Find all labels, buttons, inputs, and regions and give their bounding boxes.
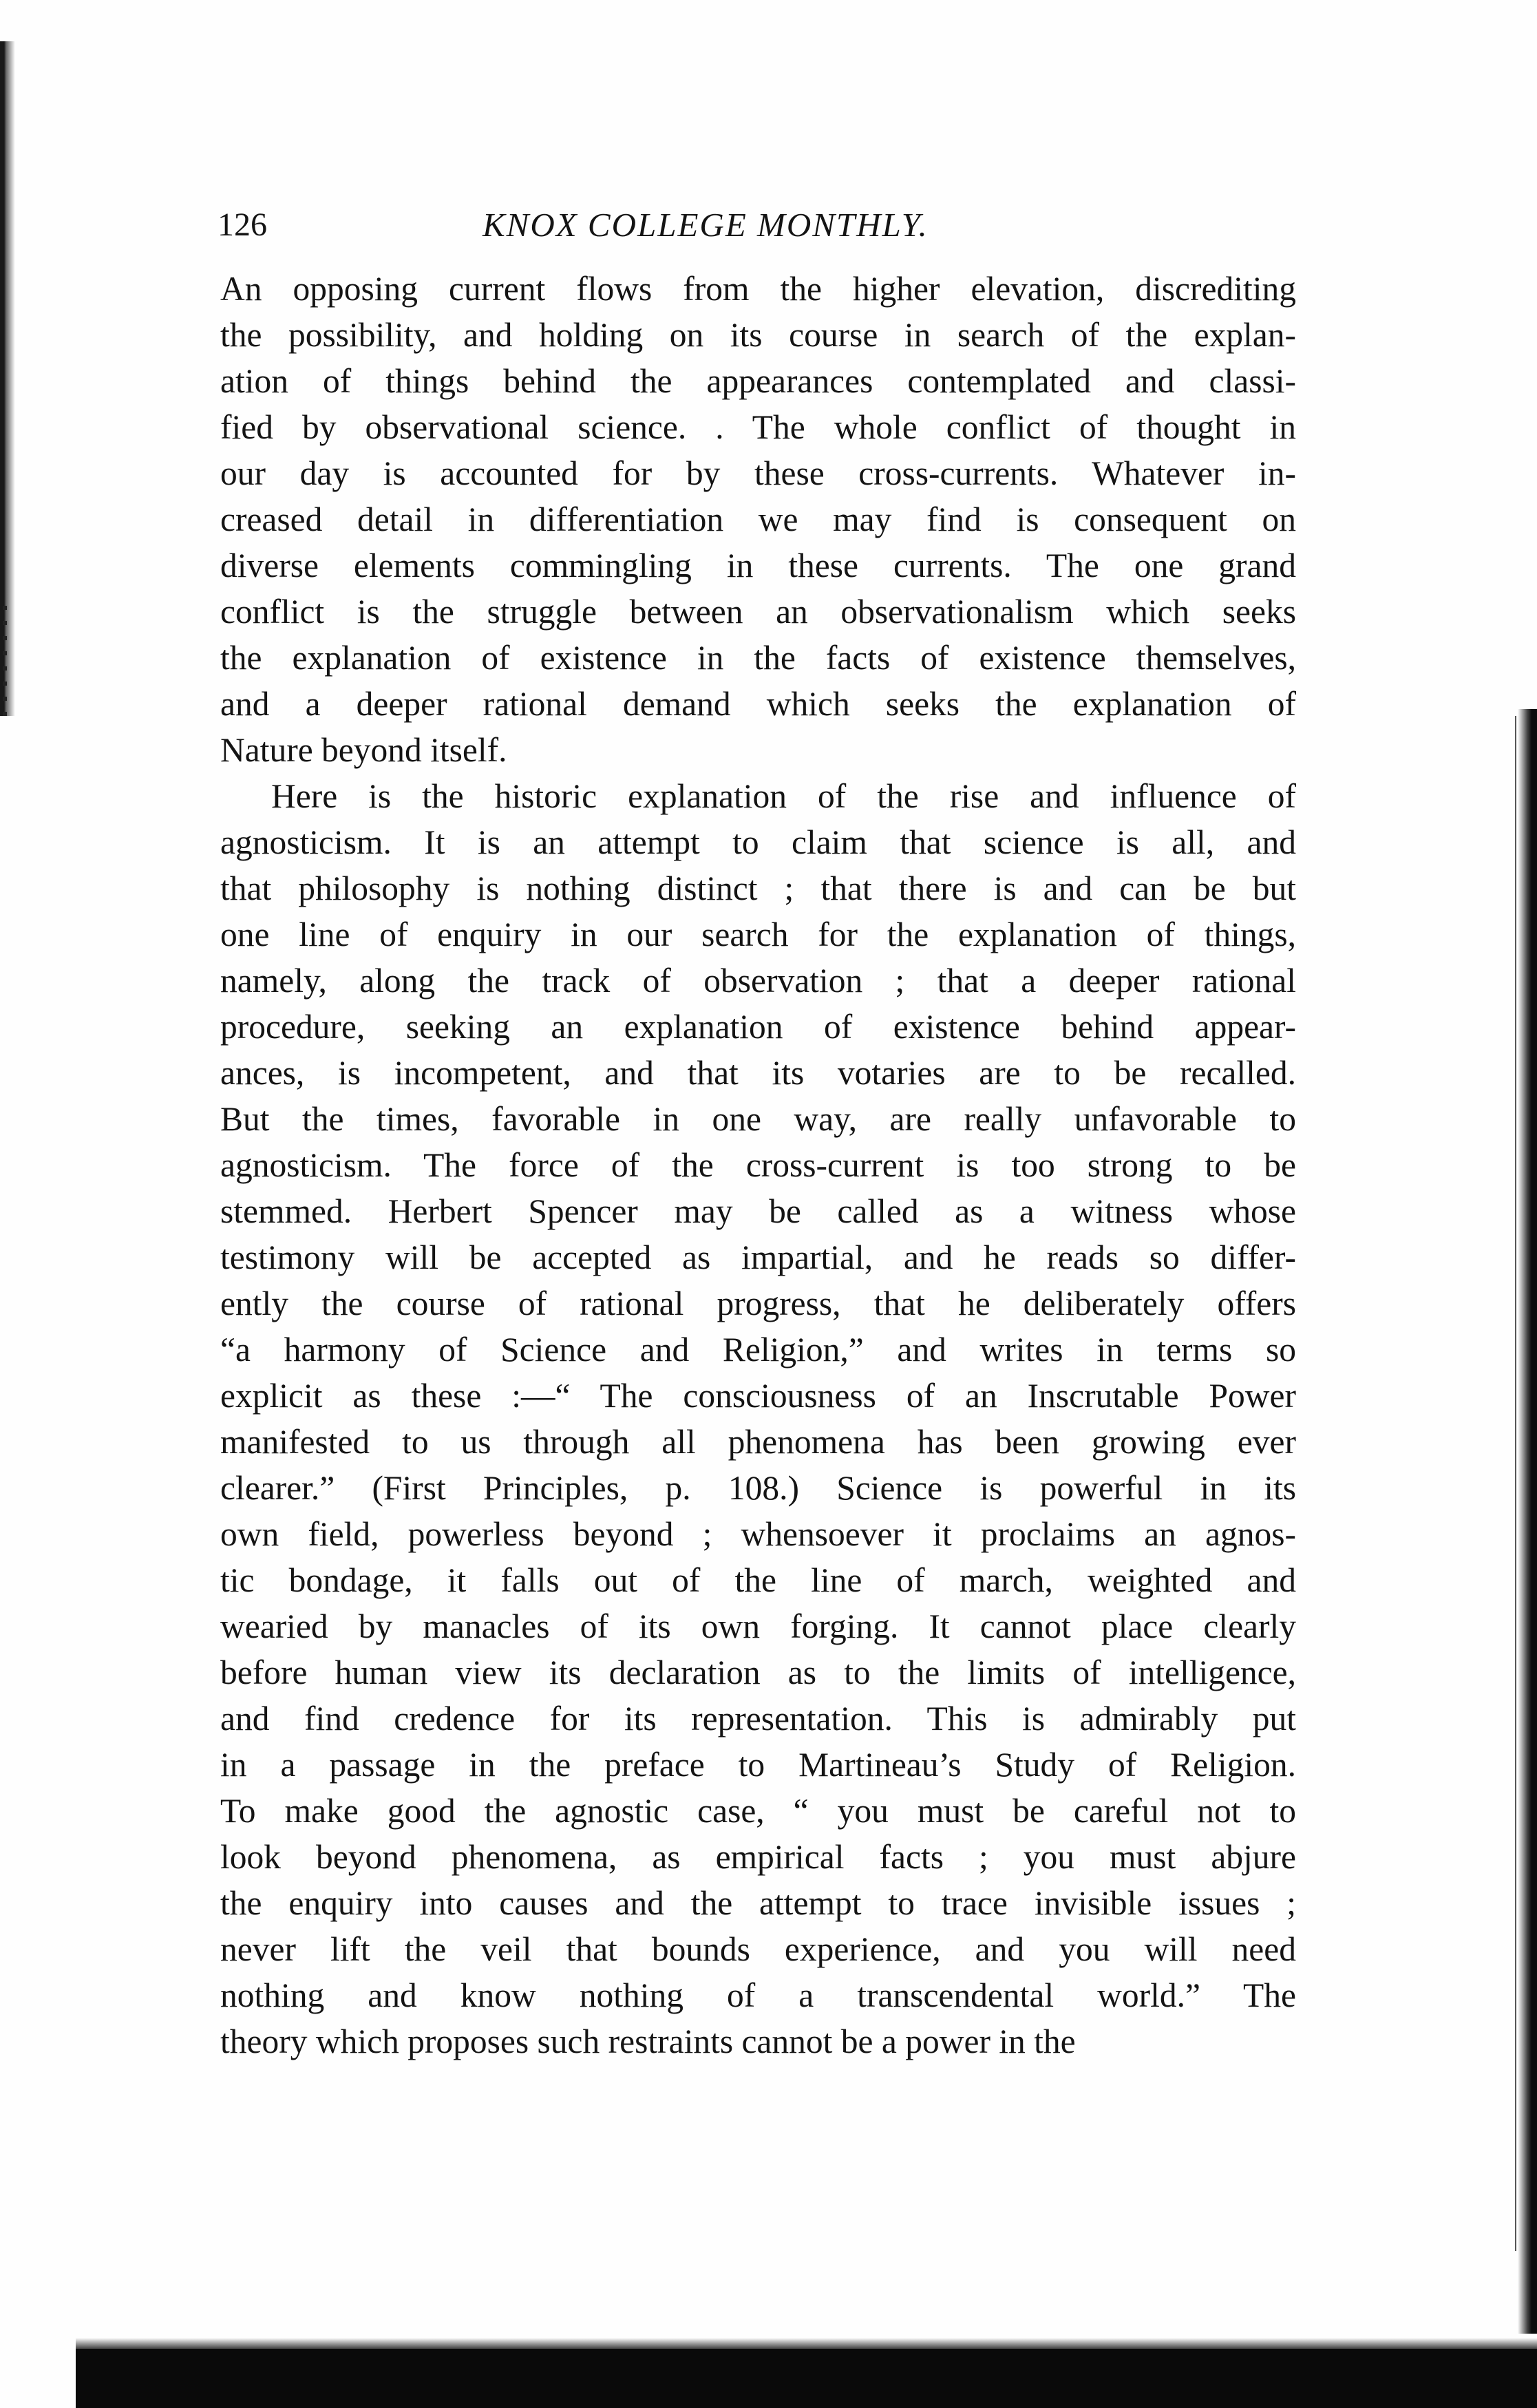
text-line: wearied by manacles of its own forging. It cannot place clearly xyxy=(220,1607,1296,1645)
text-line: ently the course of rational progress, that he deliberately offers xyxy=(220,1285,1296,1322)
text-line: clearer.” (First Principles, p. 108.) Science is powerful in its xyxy=(220,1469,1296,1507)
text-line: explicit as these :—“ The consciousness of an Inscrutable Power xyxy=(220,1377,1296,1415)
text-line: and find credence for its representation. This is admirably put xyxy=(220,1700,1296,1738)
text-line: testimony will be accepted as impartial, and he reads so differ- xyxy=(220,1238,1296,1276)
scan-edge-line-right xyxy=(1515,716,1516,2251)
text-line: “a harmony of Science and Religion,” and writes in terms so xyxy=(220,1331,1296,1369)
text-line: ances, is incompetent, and that its votaries are to be recalled. xyxy=(220,1054,1296,1092)
text-line: An opposing current flows from the higher elevation, discrediting xyxy=(220,270,1296,308)
text-line: conflict is the struggle between an observationalism which seeks xyxy=(220,593,1296,631)
text-line: ation of things behind the appearances contemplated and classi- xyxy=(220,362,1296,400)
text-line: look beyond phenomena, as empirical facts ; you must abjure xyxy=(220,1838,1296,1876)
text-line: But the times, favorable in one way, are really unfavorable to xyxy=(220,1100,1296,1138)
text-line: fied by observational science. . The whole conflict of thought in xyxy=(220,408,1296,446)
text-line: tic bondage, it falls out of the line of march, weighted and xyxy=(220,1561,1296,1599)
text-line: stemmed. Herbert Spencer may be called as a witness whose xyxy=(220,1192,1296,1230)
text-line: nothing and know nothing of a transcendental world.” The xyxy=(220,1976,1296,2014)
text-line: creased detail in differentiation we may find is consequent on xyxy=(220,500,1296,538)
text-line: agnosticism. The force of the cross-current is too strong to be xyxy=(220,1146,1296,1184)
running-head xyxy=(218,201,1295,249)
text-line: the explanation of existence in the facts of existence themselves, xyxy=(220,639,1296,677)
text-line: own field, powerless beyond ; whensoever it proclaims an agnos- xyxy=(220,1515,1296,1553)
text-line: procedure, seeking an explanation of existence behind appear- xyxy=(220,1008,1296,1046)
text-line: that philosophy is nothing distinct ; that there is and can be but xyxy=(220,869,1296,907)
scan-dotted-mark-left xyxy=(3,606,7,723)
text-line: before human view its declaration as to the limits of intelligence, xyxy=(220,1654,1296,1691)
text-line: the enquiry into causes and the attempt to trace invisible issues ; xyxy=(220,1884,1296,1922)
body-text xyxy=(220,266,1296,2064)
text-line: theory which proposes such restraints cannot be a power in the xyxy=(220,2022,1076,2060)
text-line: the possibility, and holding on its course in search of the explan- xyxy=(220,316,1296,354)
text-line: namely, along the track of observation ; that a deeper rational xyxy=(220,962,1296,1000)
text-line: To make good the agnostic case, “ you must be careful not to xyxy=(220,1792,1296,1830)
text-line: and a deeper rational demand which seeks the explanation of xyxy=(220,685,1296,723)
text-line: never lift the veil that bounds experience, and you will need xyxy=(220,1930,1296,1968)
journal-title: KNOX COLLEGE MONTHLY. xyxy=(483,206,929,244)
scan-edge-bottom xyxy=(76,2349,1537,2408)
text-line: one line of enquiry in our search for the explanation of things, xyxy=(220,916,1296,953)
text-line: Here is the historic explanation of the rise and influence of xyxy=(271,777,1296,815)
paragraph xyxy=(220,266,1296,773)
text-line: our day is accounted for by these cross-currents. Whatever in- xyxy=(220,454,1296,492)
text-line: diverse elements commingling in these currents. The one grand xyxy=(220,547,1296,584)
text-line: Nature beyond itself. xyxy=(220,731,507,769)
text-line: manifested to us through all phenomena has been growing ever xyxy=(220,1423,1296,1461)
text-line: in a passage in the preface to Martineau’s Study of Religion. xyxy=(220,1746,1296,1784)
paragraph xyxy=(220,773,1296,2064)
text-line: agnosticism. It is an attempt to claim that science is all, and xyxy=(220,823,1296,861)
scan-edge-right xyxy=(1518,709,1537,2334)
page-number: 126 xyxy=(218,207,267,243)
